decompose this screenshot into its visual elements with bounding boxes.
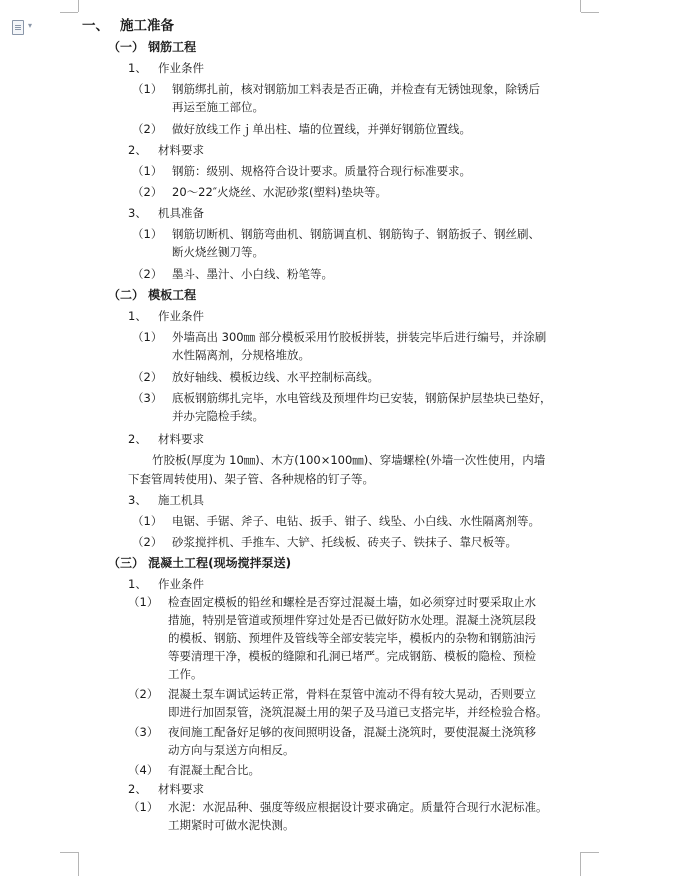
item-number: （1） (132, 330, 163, 344)
item-text: 水泥：水泥品种、强度等级应根据设计要求确定。质量符合现行水泥标准。 (168, 800, 548, 814)
crop-mark-top-left-v (78, 0, 79, 12)
subsection-number: 3、 (128, 206, 147, 220)
crop-mark-bottom-right-v (580, 852, 581, 876)
item-number: （1） (132, 164, 163, 178)
subsection-title: 作业条件 (158, 61, 204, 75)
item-text: 做好放线工作ｊ单出柱、墙的位置线，并弹好钢筋位置线。 (172, 122, 471, 136)
subsection-number: 1、 (128, 61, 147, 75)
item-number: （2） (132, 267, 163, 281)
item-number: （2） (132, 122, 163, 136)
item-text: 并办完隐检手续。 (172, 409, 264, 423)
item-text: 等要清理干净，模板的缝隙和孔洞已堵严。完成钢筋、模板的隐检、预检 (168, 649, 536, 663)
chevron-down-icon[interactable]: ▾ (28, 21, 33, 30)
item-number: （2） (128, 687, 159, 701)
crop-mark-bottom-left-h (60, 852, 78, 853)
crop-mark-top-left-h (60, 12, 78, 13)
item-text: 混凝土泵车调试运转正常，骨料在泵管中流动不得有较大晃动，否则要立 (168, 687, 536, 701)
section-title-formwork: （二） 模板工程 (108, 288, 197, 302)
item-text: 再运至施工部位。 (172, 100, 264, 114)
item-text: 工作。 (168, 667, 203, 681)
subsection-number: 1、 (128, 309, 147, 323)
subsection-title: 材料要求 (158, 432, 204, 446)
subsection-number: 3、 (128, 493, 147, 507)
item-text: 即进行加固泵管，浇筑混凝土用的架子及马道已支搭完毕，并经检验合格。 (168, 705, 548, 719)
subsection-number: 1、 (128, 577, 147, 591)
paragraph-text: 下套管周转使用)、架子管、各种规格的钉子等。 (128, 472, 374, 486)
item-text: 钢筋：级别、规格符合设计要求。质量符合现行标准要求。 (172, 164, 471, 178)
section-title-rebar: （一） 钢筋工程 (108, 40, 197, 54)
item-text: 20～22″火烧丝、水泥砂浆(塑料)垫块等。 (172, 185, 388, 199)
subsection-title: 材料要求 (158, 143, 204, 157)
item-text: 工期紧时可做水泥快测。 (168, 818, 295, 832)
item-text: 钢筋绑扎前，核对钢筋加工料表是否正确，并检查有无锈蚀现象，除锈后 (172, 82, 540, 96)
subsection-title: 机具准备 (158, 206, 204, 220)
item-number: （2） (132, 185, 163, 199)
section-title-concrete: （三） 混凝土工程(现场搅拌泵送) (108, 556, 292, 570)
crop-mark-bottom-left-v (78, 852, 79, 876)
subsection-title: 作业条件 (158, 577, 204, 591)
item-text: 夜间施工配备好足够的夜间照明设备，混凝土浇筑时，要使混凝土浇筑移 (168, 725, 536, 739)
paragraph-text: 竹胶板(厚度为 10㎜)、木方(100×100㎜)、穿墙螺栓(外墙一次性使用，内墙 (152, 453, 546, 467)
item-number: （1） (132, 514, 163, 528)
item-text: 砂浆搅拌机、手推车、大铲、托线板、砖夹子、铁抹子、靠尺板等。 (172, 535, 517, 549)
item-number: （1） (128, 800, 159, 814)
item-text: 放好轴线、模板边线、水平控制标高线。 (172, 370, 379, 384)
item-text: 的模板、钢筋、预埋件及管线等全部安装完毕，模板内的杂物和钢筋油污 (168, 631, 536, 645)
item-text: 电锯、手锯、斧子、电钻、扳手、钳子、线坠、小白线、水性隔离剂等。 (172, 514, 540, 528)
item-text: 水性隔离剂，分规格堆放。 (172, 348, 310, 362)
item-number: （2） (132, 370, 163, 384)
subsection-number: 2、 (128, 143, 147, 157)
item-text: 措施，特别是管道或预埋件穿过处是否已做好防水处理。混凝土浇筑层段 (168, 613, 536, 627)
item-number: （3） (132, 391, 163, 405)
page-icon (12, 20, 24, 35)
subsection-title: 施工机具 (158, 493, 204, 507)
item-text: 动方向与泵送方向相反。 (168, 743, 295, 757)
item-text: 钢筋切断机、钢筋弯曲机、钢筋调直机、钢筋钩子、钢筋扳子、钢丝刷、 (172, 227, 540, 241)
item-number: （3） (128, 725, 159, 739)
item-number: （2） (132, 535, 163, 549)
item-number: （1） (132, 227, 163, 241)
subsection-title: 材料要求 (158, 782, 204, 796)
item-number: （1） (132, 82, 163, 96)
item-text: 墨斗、墨汁、小白线、粉笔等。 (172, 267, 333, 281)
document-icon[interactable] (12, 20, 42, 34)
crop-mark-top-right-v (580, 0, 581, 12)
page-title: 施工准备 (120, 18, 174, 34)
crop-mark-top-right-h (581, 12, 599, 13)
crop-mark-bottom-right-h (581, 852, 599, 853)
heading-number: 一、 (82, 18, 109, 34)
item-number: （4） (128, 763, 159, 777)
item-text: 底板钢筋绑扎完毕，水电管线及预埋件均已安装，钢筋保护层垫块已垫好， (172, 391, 552, 405)
item-text: 有混凝土配合比。 (168, 763, 260, 777)
item-text: 检查固定模板的铅丝和螺栓是否穿过混凝土墙，如必须穿过时要采取止水 (168, 595, 536, 609)
subsection-title: 作业条件 (158, 309, 204, 323)
item-number: （1） (128, 595, 159, 609)
item-text: 外墙高出 300㎜ 部分模板采用竹胶板拼装，拼装完毕后进行编号，并涂刷 (172, 330, 547, 344)
subsection-number: 2、 (128, 432, 147, 446)
item-text: 断火烧丝铡刀等。 (172, 245, 264, 259)
subsection-number: 2、 (128, 782, 147, 796)
